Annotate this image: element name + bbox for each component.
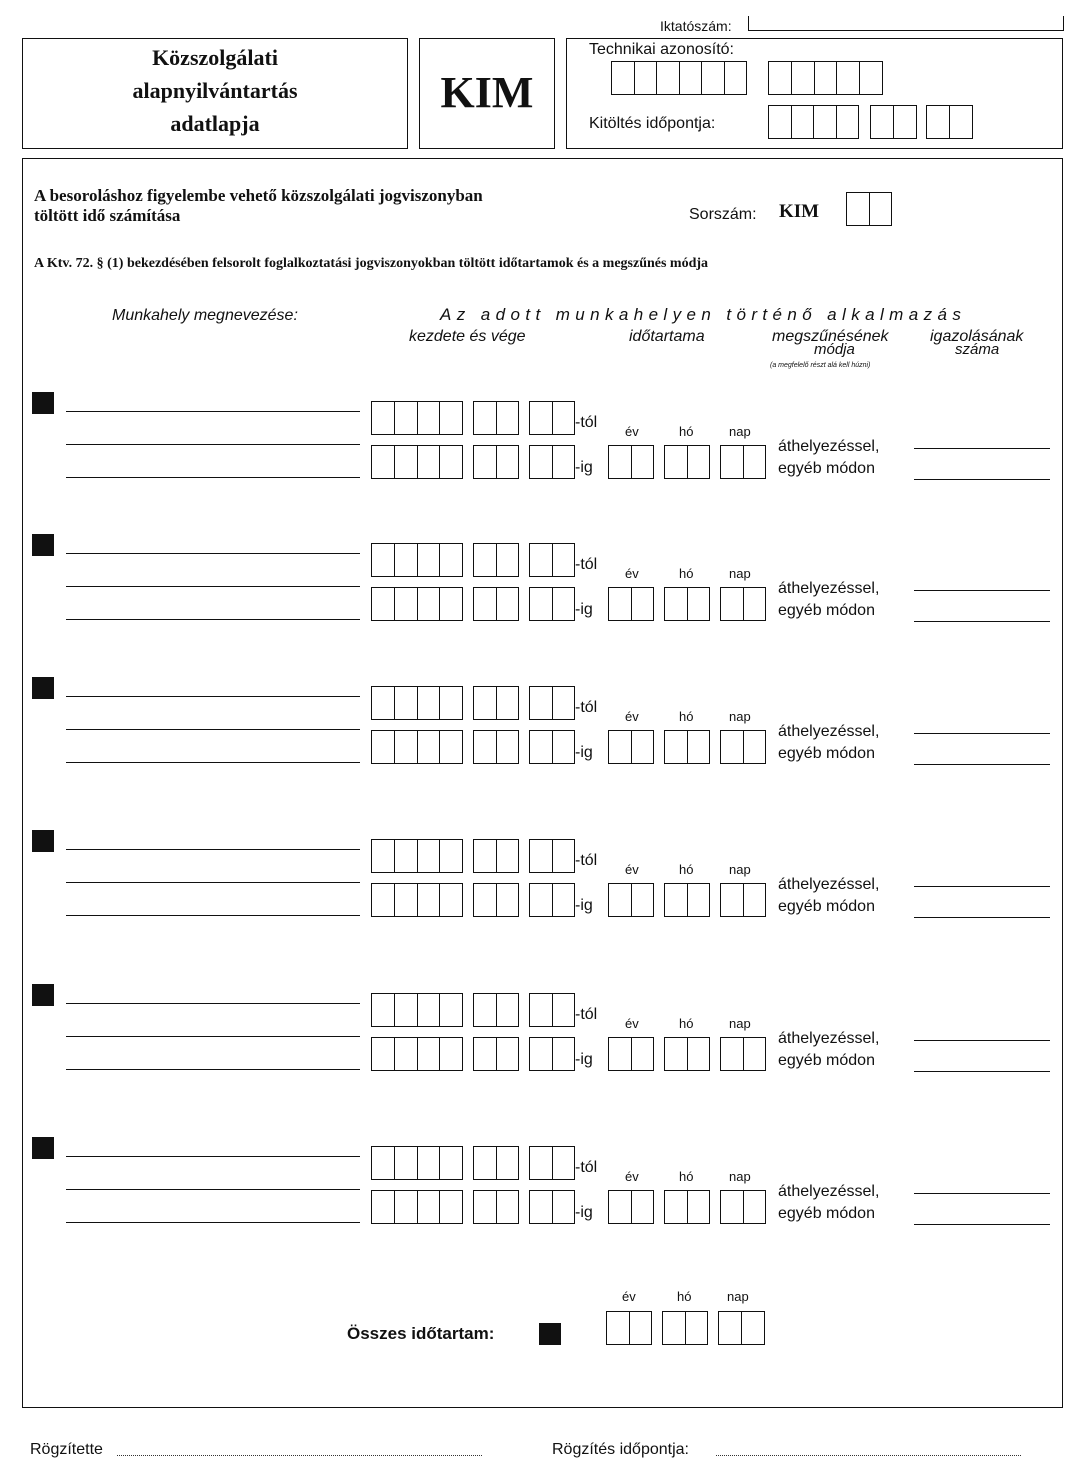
row-2-tol-label: -tól: [575, 556, 598, 573]
row-1-ev-label: év: [625, 424, 639, 439]
section-subtitle: A Ktv. 72. § (1) bekezdésében felsorolt foglalkoztatási jogviszonyokban töltött időtartamok és a megszűnés módja: [34, 256, 709, 271]
row-5-duration-ho[interactable]: [664, 1037, 710, 1071]
row-4-start-month[interactable]: [473, 839, 519, 873]
row-2-ev-label: év: [625, 566, 639, 581]
row-1-ho-label: hó: [679, 424, 694, 439]
row-6-igazolas-line-2[interactable]: [914, 1224, 1050, 1225]
row-6-end-month[interactable]: [473, 1190, 519, 1224]
row-6-ho-label: hó: [679, 1169, 694, 1184]
row-3-workplace-line-2[interactable]: [66, 729, 360, 730]
sorszam-kim: KIM: [779, 201, 820, 222]
col-alkalmazas: Az adott munkahelyen történő alkalmazás: [440, 305, 967, 324]
section-title: [34, 186, 483, 226]
row-6-ev-label: év: [625, 1169, 639, 1184]
row-2-duration-ho[interactable]: [664, 587, 710, 621]
total-ev-label: év: [622, 1289, 636, 1304]
technikai-field-1[interactable]: [611, 61, 747, 95]
row-3-nap-label: nap: [729, 709, 751, 724]
form-title-line2: alapnyilvántartás: [132, 78, 298, 103]
form-title-line3: adatlapja: [170, 111, 260, 136]
row-5-igazolas-line-1[interactable]: [914, 1040, 1050, 1041]
row-2-ig-label: -ig: [575, 601, 593, 618]
row-2-ho-label: hó: [679, 566, 694, 581]
row-3-workplace-line-3[interactable]: [66, 762, 360, 763]
row-4-end-month[interactable]: [473, 883, 519, 917]
row-2-igazolas-line-1[interactable]: [914, 590, 1050, 591]
row-2-workplace-line-3[interactable]: [66, 619, 360, 620]
total-nap-label: nap: [727, 1289, 749, 1304]
row-3-igazolas-line-1[interactable]: [914, 733, 1050, 734]
total-ev-field[interactable]: [606, 1311, 652, 1345]
row-1-end-month[interactable]: [473, 445, 519, 479]
row-2-bullet: [32, 534, 54, 556]
row-5-athelyezes-option[interactable]: áthelyezéssel,: [778, 1030, 880, 1047]
kitoltes-label: Kitöltés időpontja:: [589, 115, 716, 132]
row-2-athelyezes-option[interactable]: áthelyezéssel,: [778, 580, 880, 597]
total-ho-label: hó: [677, 1289, 692, 1304]
row-6-workplace-line-2[interactable]: [66, 1189, 360, 1190]
row-1-end-year[interactable]: [371, 445, 463, 479]
row-3-bullet: [32, 677, 54, 699]
row-3-start-year[interactable]: [371, 686, 463, 720]
row-6-tol-label: -tól: [575, 1159, 598, 1176]
row-6-start-month[interactable]: [473, 1146, 519, 1180]
row-4-workplace-line-3[interactable]: [66, 915, 360, 916]
form-title-box: [22, 38, 408, 149]
row-6-athelyezes-option[interactable]: áthelyezéssel,: [778, 1183, 880, 1200]
row-6-duration-nap[interactable]: [720, 1190, 766, 1224]
row-3-igazolas-line-2[interactable]: [914, 764, 1050, 765]
footer-rogzites-label: Rögzítés időpontja:: [552, 1441, 689, 1458]
kitoltes-month[interactable]: [870, 105, 917, 139]
section-title-line1: A besoroláshoz figyelembe vehető közszolgálati jogviszonyban: [34, 186, 483, 205]
row-1-start-year[interactable]: [371, 401, 463, 435]
total-label: Összes időtartam:: [347, 1324, 495, 1343]
row-3-ho-label: hó: [679, 709, 694, 724]
technikai-field-2[interactable]: [768, 61, 883, 95]
row-4-athelyezes-option[interactable]: áthelyezéssel,: [778, 876, 880, 893]
total-nap-field[interactable]: [718, 1311, 765, 1345]
row-3-workplace-line-1[interactable]: [66, 696, 360, 697]
row-5-egyeb-option[interactable]: egyéb módon: [778, 1052, 875, 1069]
row-4-igazolas-line-2[interactable]: [914, 917, 1050, 918]
row-3-end-day[interactable]: [529, 730, 575, 764]
row-3-egyeb-option[interactable]: egyéb módon: [778, 745, 875, 762]
row-1-duration-ho[interactable]: [664, 445, 710, 479]
sorszam-field[interactable]: [846, 192, 892, 226]
row-2-egyeb-option[interactable]: egyéb módon: [778, 602, 875, 619]
row-6-igazolas-line-1[interactable]: [914, 1193, 1050, 1194]
row-1-duration-ev[interactable]: [608, 445, 654, 479]
technikai-box: [566, 38, 1063, 149]
row-4-bullet: [32, 830, 54, 852]
row-2-start-month[interactable]: [473, 543, 519, 577]
row-4-workplace-line-2[interactable]: [66, 882, 360, 883]
row-5-bullet: [32, 984, 54, 1006]
row-5-igazolas-line-2[interactable]: [914, 1071, 1050, 1072]
kim-logo-text: KIM: [440, 68, 534, 117]
row-1-workplace-line-3[interactable]: [66, 477, 360, 478]
row-5-ho-label: hó: [679, 1016, 694, 1031]
row-5-nap-label: nap: [729, 1016, 751, 1031]
row-4-ev-label: év: [625, 862, 639, 877]
row-5-start-month[interactable]: [473, 993, 519, 1027]
row-4-egyeb-option[interactable]: egyéb módon: [778, 898, 875, 915]
row-1-end-day[interactable]: [529, 445, 575, 479]
row-6-ig-label: -ig: [575, 1204, 593, 1221]
row-1-bullet: [32, 392, 54, 414]
iktato-label: Iktatószám:: [660, 18, 732, 34]
row-5-duration-nap[interactable]: [720, 1037, 766, 1071]
row-5-tol-label: -tól: [575, 1006, 598, 1023]
row-1-athelyezes-option[interactable]: áthelyezéssel,: [778, 438, 880, 455]
row-4-duration-ho[interactable]: [664, 883, 710, 917]
row-2-igazolas-line-2[interactable]: [914, 621, 1050, 622]
row-1-workplace-line-2[interactable]: [66, 444, 360, 445]
row-4-ho-label: hó: [679, 862, 694, 877]
row-4-ig-label: -ig: [575, 897, 593, 914]
footer-rogzites-field[interactable]: [716, 1455, 1021, 1456]
row-5-start-day[interactable]: [529, 993, 575, 1027]
row-6-workplace-line-3[interactable]: [66, 1222, 360, 1223]
footer-rogzitette-field[interactable]: [117, 1455, 482, 1456]
row-2-workplace-line-2[interactable]: [66, 586, 360, 587]
row-4-workplace-line-1[interactable]: [66, 849, 360, 850]
total-bullet: [539, 1323, 561, 1345]
row-1-ig-label: -ig: [575, 459, 593, 476]
kim-box: [419, 38, 555, 149]
row-2-nap-label: nap: [729, 566, 751, 581]
col-modja: módja: [814, 341, 855, 358]
row-6-end-year[interactable]: [371, 1190, 463, 1224]
row-5-workplace-line-1[interactable]: [66, 1003, 360, 1004]
row-5-start-year[interactable]: [371, 993, 463, 1027]
row-6-duration-ho[interactable]: [664, 1190, 710, 1224]
row-1-igazolas-line-2[interactable]: [914, 479, 1050, 480]
technikai-label: Technikai azonosító:: [589, 41, 734, 58]
row-4-end-day[interactable]: [529, 883, 575, 917]
row-1-egyeb-option[interactable]: egyéb módon: [778, 460, 875, 477]
row-3-duration-ev[interactable]: [608, 730, 654, 764]
row-2-duration-ev[interactable]: [608, 587, 654, 621]
row-5-end-month[interactable]: [473, 1037, 519, 1071]
row-5-ev-label: év: [625, 1016, 639, 1031]
kitoltes-day[interactable]: [926, 105, 973, 139]
row-5-workplace-line-2[interactable]: [66, 1036, 360, 1037]
row-3-end-month[interactable]: [473, 730, 519, 764]
row-4-duration-nap[interactable]: [720, 883, 766, 917]
col-idotartama: időtartama: [629, 328, 705, 345]
col-igazolas: igazolásának: [930, 328, 1024, 345]
row-2-end-year[interactable]: [371, 587, 463, 621]
row-6-bullet: [32, 1137, 54, 1159]
row-6-nap-label: nap: [729, 1169, 751, 1184]
iktato-field[interactable]: [748, 16, 1064, 31]
kitoltes-year[interactable]: [768, 105, 859, 139]
row-4-nap-label: nap: [729, 862, 751, 877]
row-5-end-day[interactable]: [529, 1037, 575, 1071]
row-3-start-day[interactable]: [529, 686, 575, 720]
row-1-start-month[interactable]: [473, 401, 519, 435]
row-3-duration-ho[interactable]: [664, 730, 710, 764]
row-5-end-year[interactable]: [371, 1037, 463, 1071]
row-4-tol-label: -tól: [575, 852, 598, 869]
row-1-workplace-line-1[interactable]: [66, 411, 360, 412]
row-3-ig-label: -ig: [575, 744, 593, 761]
row-3-athelyezes-option[interactable]: áthelyezéssel,: [778, 723, 880, 740]
row-2-end-day[interactable]: [529, 587, 575, 621]
row-5-workplace-line-3[interactable]: [66, 1069, 360, 1070]
row-2-start-year[interactable]: [371, 543, 463, 577]
row-4-start-day[interactable]: [529, 839, 575, 873]
row-6-start-day[interactable]: [529, 1146, 575, 1180]
row-2-duration-nap[interactable]: [720, 587, 766, 621]
sorszam-label: Sorszám:: [689, 206, 757, 223]
row-3-tol-label: -tól: [575, 699, 598, 716]
col-megszunes: megszűnésének: [772, 328, 889, 345]
row-2-end-month[interactable]: [473, 587, 519, 621]
row-1-duration-nap[interactable]: [720, 445, 766, 479]
row-1-tol-label: -tól: [575, 414, 598, 431]
row-4-igazolas-line-1[interactable]: [914, 886, 1050, 887]
row-4-start-year[interactable]: [371, 839, 463, 873]
row-6-workplace-line-1[interactable]: [66, 1156, 360, 1157]
row-4-end-year[interactable]: [371, 883, 463, 917]
col-kezdete: kezdete és vége: [409, 328, 526, 345]
footer-rogzitette-label: Rögzítette: [30, 1441, 103, 1458]
row-2-start-day[interactable]: [529, 543, 575, 577]
row-3-duration-nap[interactable]: [720, 730, 766, 764]
total-ho-field[interactable]: [662, 1311, 708, 1345]
row-1-nap-label: nap: [729, 424, 751, 439]
col-szama: száma: [955, 341, 1000, 358]
form-title-line1: Közszolgálati: [152, 45, 278, 70]
row-6-start-year[interactable]: [371, 1146, 463, 1180]
row-3-start-month[interactable]: [473, 686, 519, 720]
row-1-igazolas-line-1[interactable]: [914, 448, 1050, 449]
row-5-ig-label: -ig: [575, 1051, 593, 1068]
row-6-end-day[interactable]: [529, 1190, 575, 1224]
col-munkahely: Munkahely megnevezése:: [112, 307, 298, 324]
row-4-duration-ev[interactable]: [608, 883, 654, 917]
row-3-ev-label: év: [625, 709, 639, 724]
row-2-workplace-line-1[interactable]: [66, 553, 360, 554]
row-6-egyeb-option[interactable]: egyéb módon: [778, 1205, 875, 1222]
row-1-start-day[interactable]: [529, 401, 575, 435]
col-megszunes-note: (a megfelelő részt alá kell húzni): [770, 362, 871, 369]
section-title-line2: töltött idő számítása: [34, 206, 181, 225]
row-6-duration-ev[interactable]: [608, 1190, 654, 1224]
row-3-end-year[interactable]: [371, 730, 463, 764]
row-5-duration-ev[interactable]: [608, 1037, 654, 1071]
